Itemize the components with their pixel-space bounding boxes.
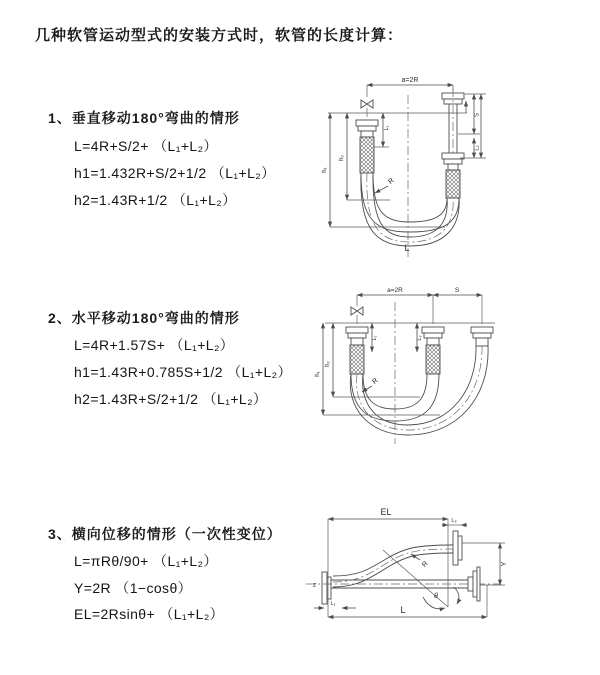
right-flange — [468, 567, 480, 601]
dim-s-label: S — [474, 112, 481, 118]
diagram-lateral-displacement — [298, 498, 598, 664]
dim-a2r-label: a=2R — [401, 77, 419, 84]
dim-h1-label: h₁ — [322, 167, 328, 173]
left-connector — [356, 120, 378, 173]
section2-heading: 2、水平移动180°弯曲的情形 — [48, 310, 240, 326]
left-connector — [346, 327, 368, 374]
dim-l1-label: L₁ — [372, 335, 378, 341]
section1-formula-L: L=4R+S/2+ （L₁+L₂） — [74, 138, 218, 154]
dim-h2-label: h₂ — [325, 361, 331, 367]
length-label: L — [404, 243, 410, 253]
dim-l2-label: L₂ — [451, 518, 457, 524]
page-title: 几种软管运动型式的安装方式时，软管的长度计算： — [35, 27, 404, 44]
radius-label: R — [387, 177, 396, 186]
valve-icon — [361, 100, 373, 121]
curved-hose — [333, 545, 453, 587]
dim-l1-label: L₁ — [330, 601, 336, 607]
dim-h2-label: h₂ — [339, 155, 345, 161]
dim-s-label: S — [454, 287, 460, 294]
dim-h1-label: h₁ — [315, 371, 321, 377]
diagram-horizontal-180 — [310, 282, 600, 456]
section2-formula-h1: h1=1.43R+0.785S+1/2 （L₁+L₂） — [74, 364, 292, 380]
dim-el-label: EL — [380, 507, 392, 517]
left-flange — [322, 572, 331, 604]
angle-label: θ — [434, 593, 438, 600]
centerline-mark: Z — [313, 583, 317, 589]
section3-heading: 3、横向位移的情形（一次性变位） — [48, 526, 282, 542]
right-connector — [471, 327, 493, 346]
top-flange — [453, 531, 462, 565]
radius-label: R — [371, 377, 380, 386]
middle-connector — [422, 327, 444, 374]
section1-formula-h1: h1=1.432R+S/2+1/2 （L₁+L₂） — [74, 165, 276, 181]
section3-formula-EL: EL=2Rsinθ+ （L₁+L₂） — [74, 606, 225, 622]
section3-formula-Y: Y=2R （1−cosθ） — [74, 580, 193, 596]
section2-formula-L: L=4R+1.57S+ （L₁+L₂） — [74, 337, 235, 353]
dim-l2-label: L₂ — [474, 145, 481, 151]
section1-heading: 1、垂直移动180°弯曲的情形 — [48, 110, 240, 126]
valve-icon — [351, 307, 363, 327]
hose-u-bend-shifted — [350, 346, 488, 435]
hose-u-bend — [361, 173, 459, 246]
section1-formula-h2: h2=1.43R+1/2 （L₁+L₂） — [74, 192, 237, 208]
dim-a2r-label: a=2R — [387, 287, 403, 294]
dim-y-label: Y — [501, 561, 508, 567]
dim-l-label: L — [400, 605, 406, 615]
dim-l1-label: L₁ — [384, 125, 390, 131]
hose-u-bend-original — [351, 374, 439, 421]
radius-label: R — [421, 560, 430, 569]
dim-l2-label: L₂ — [417, 335, 423, 341]
section2-formula-h2: h2=1.43R+S/2+1/2 （L₁+L₂） — [74, 391, 268, 407]
section3-formula-L: L=πRθ/90+ （L₁+L₂） — [74, 553, 218, 569]
diagram-vertical-180 — [310, 70, 600, 265]
right-connector — [442, 88, 464, 198]
